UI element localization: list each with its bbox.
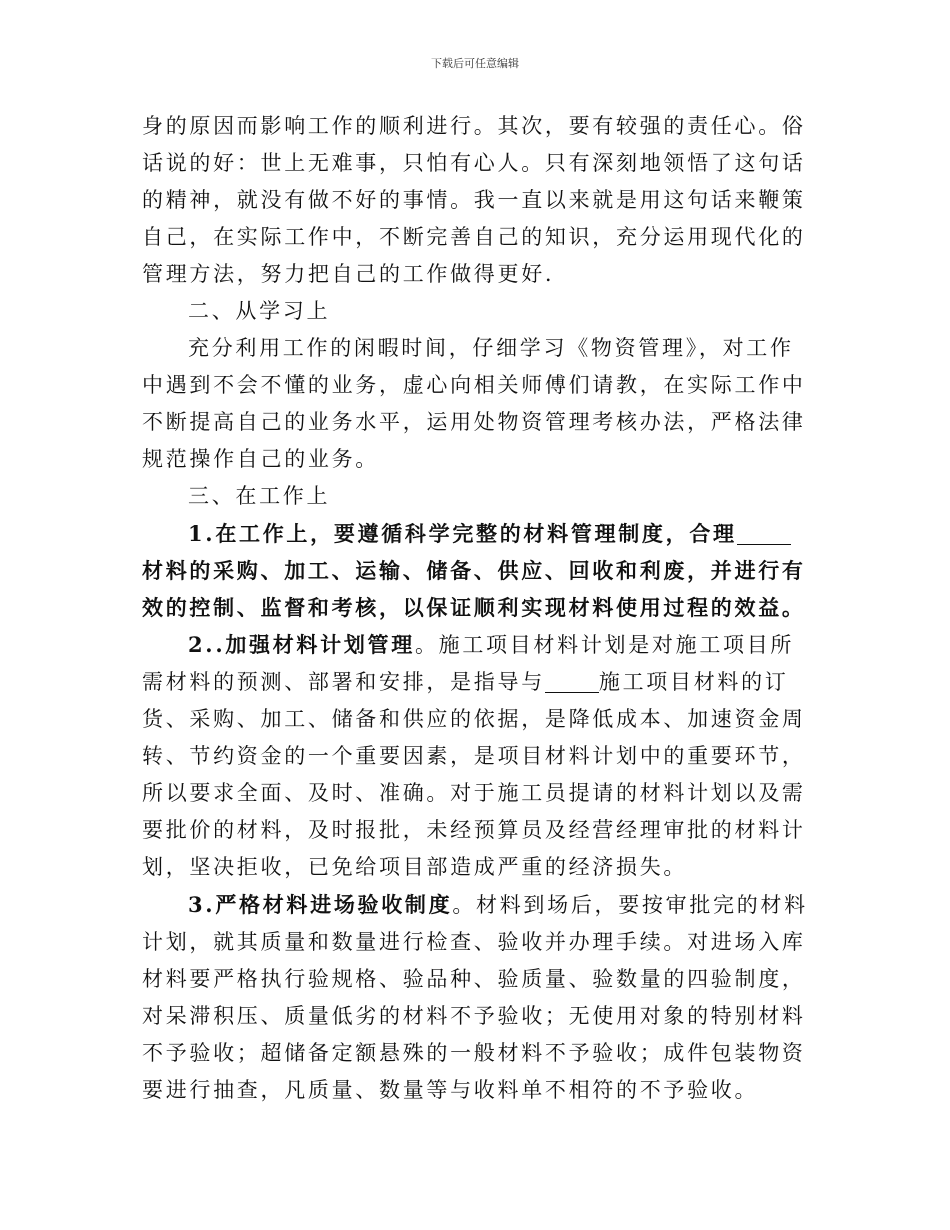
item-1-text-a: 1.在工作上，要遵循科学完整的材料管理制度，合理	[188, 521, 737, 546]
paragraph-study: 充分利用工作的闲暇时间，仔细学习《物资管理》，对工作中遇到不会不懂的业务，虚心向相关师傅们请教，在实际工作中不断提高自己的业务水平，运用处物资管理考核办法，严格法律规范操作自己的业务。	[142, 336, 806, 471]
blank-underline	[545, 670, 599, 693]
blank-underline	[737, 522, 791, 545]
document-body	[142, 108, 812, 1109]
page-header: 下载后可任意编辑	[431, 57, 519, 70]
section-heading-study: 二、从学习上	[188, 299, 331, 323]
paragraph-continuation: 身的原因而影响工作的顺利进行。其次，要有较强的责任心。俗话说的好：世上无难事，只怕有心人。只有深刻地领悟了这句话的精神，就没有做不好的事情。我一直以来就是用这句话来鞭策自己，在实际工作中，不断完善自己的知识，充分运用现代化的管理方法，努力把自己的工作做得更好.	[142, 114, 806, 286]
item-1-text-b: 材料的采购、加工、运输、储备、供应、回收和利废，并进行有效的控制、监督和考核，以保证顺利实现材料使用过程的效益。	[142, 558, 806, 620]
section-heading-work: 三、在工作上	[188, 484, 331, 508]
item-1	[142, 515, 812, 626]
item-3-text-a: 。材料到场后，要按审批完的材料计划，就其质量和数量进行检查、验收并办理手续。对进场入库材料要严格执行验规格、验品种、验质量、验数量的四验制度，对呆滞积压、质量低劣的材料不予验收；无使用对象的特别材料不予验收；超储备定额悬殊的一般材料不予验收；成件包装物资要进行抽查，凡质量、数量等与收料单不相符的不予验收。	[142, 893, 808, 1102]
item-3-lead: 3.严格材料进场验收制度	[188, 892, 453, 917]
item-2-text-a: 。施工项目材料计划是对施工项目所需材料的预测、部署和安排，是指导与	[142, 633, 795, 694]
item-2	[142, 626, 812, 886]
item-2-lead: 2..加强材料计划管理	[188, 632, 415, 657]
item-3	[142, 886, 812, 1109]
item-2-text-b: 施工项目材料的订货、采购、加工、储备和供应的依据，是降低成本、加速资金周转、节约资金的一个重要因素，是项目材料计划中的重要环节，所以要求全面、及时、准确。对于施工员提请的材料计划以及需要批价的材料，及时报批，未经预算员及经营经理审批的材料计划，坚决拒收，已免给项目部造成严重的经济损失。	[142, 670, 806, 879]
